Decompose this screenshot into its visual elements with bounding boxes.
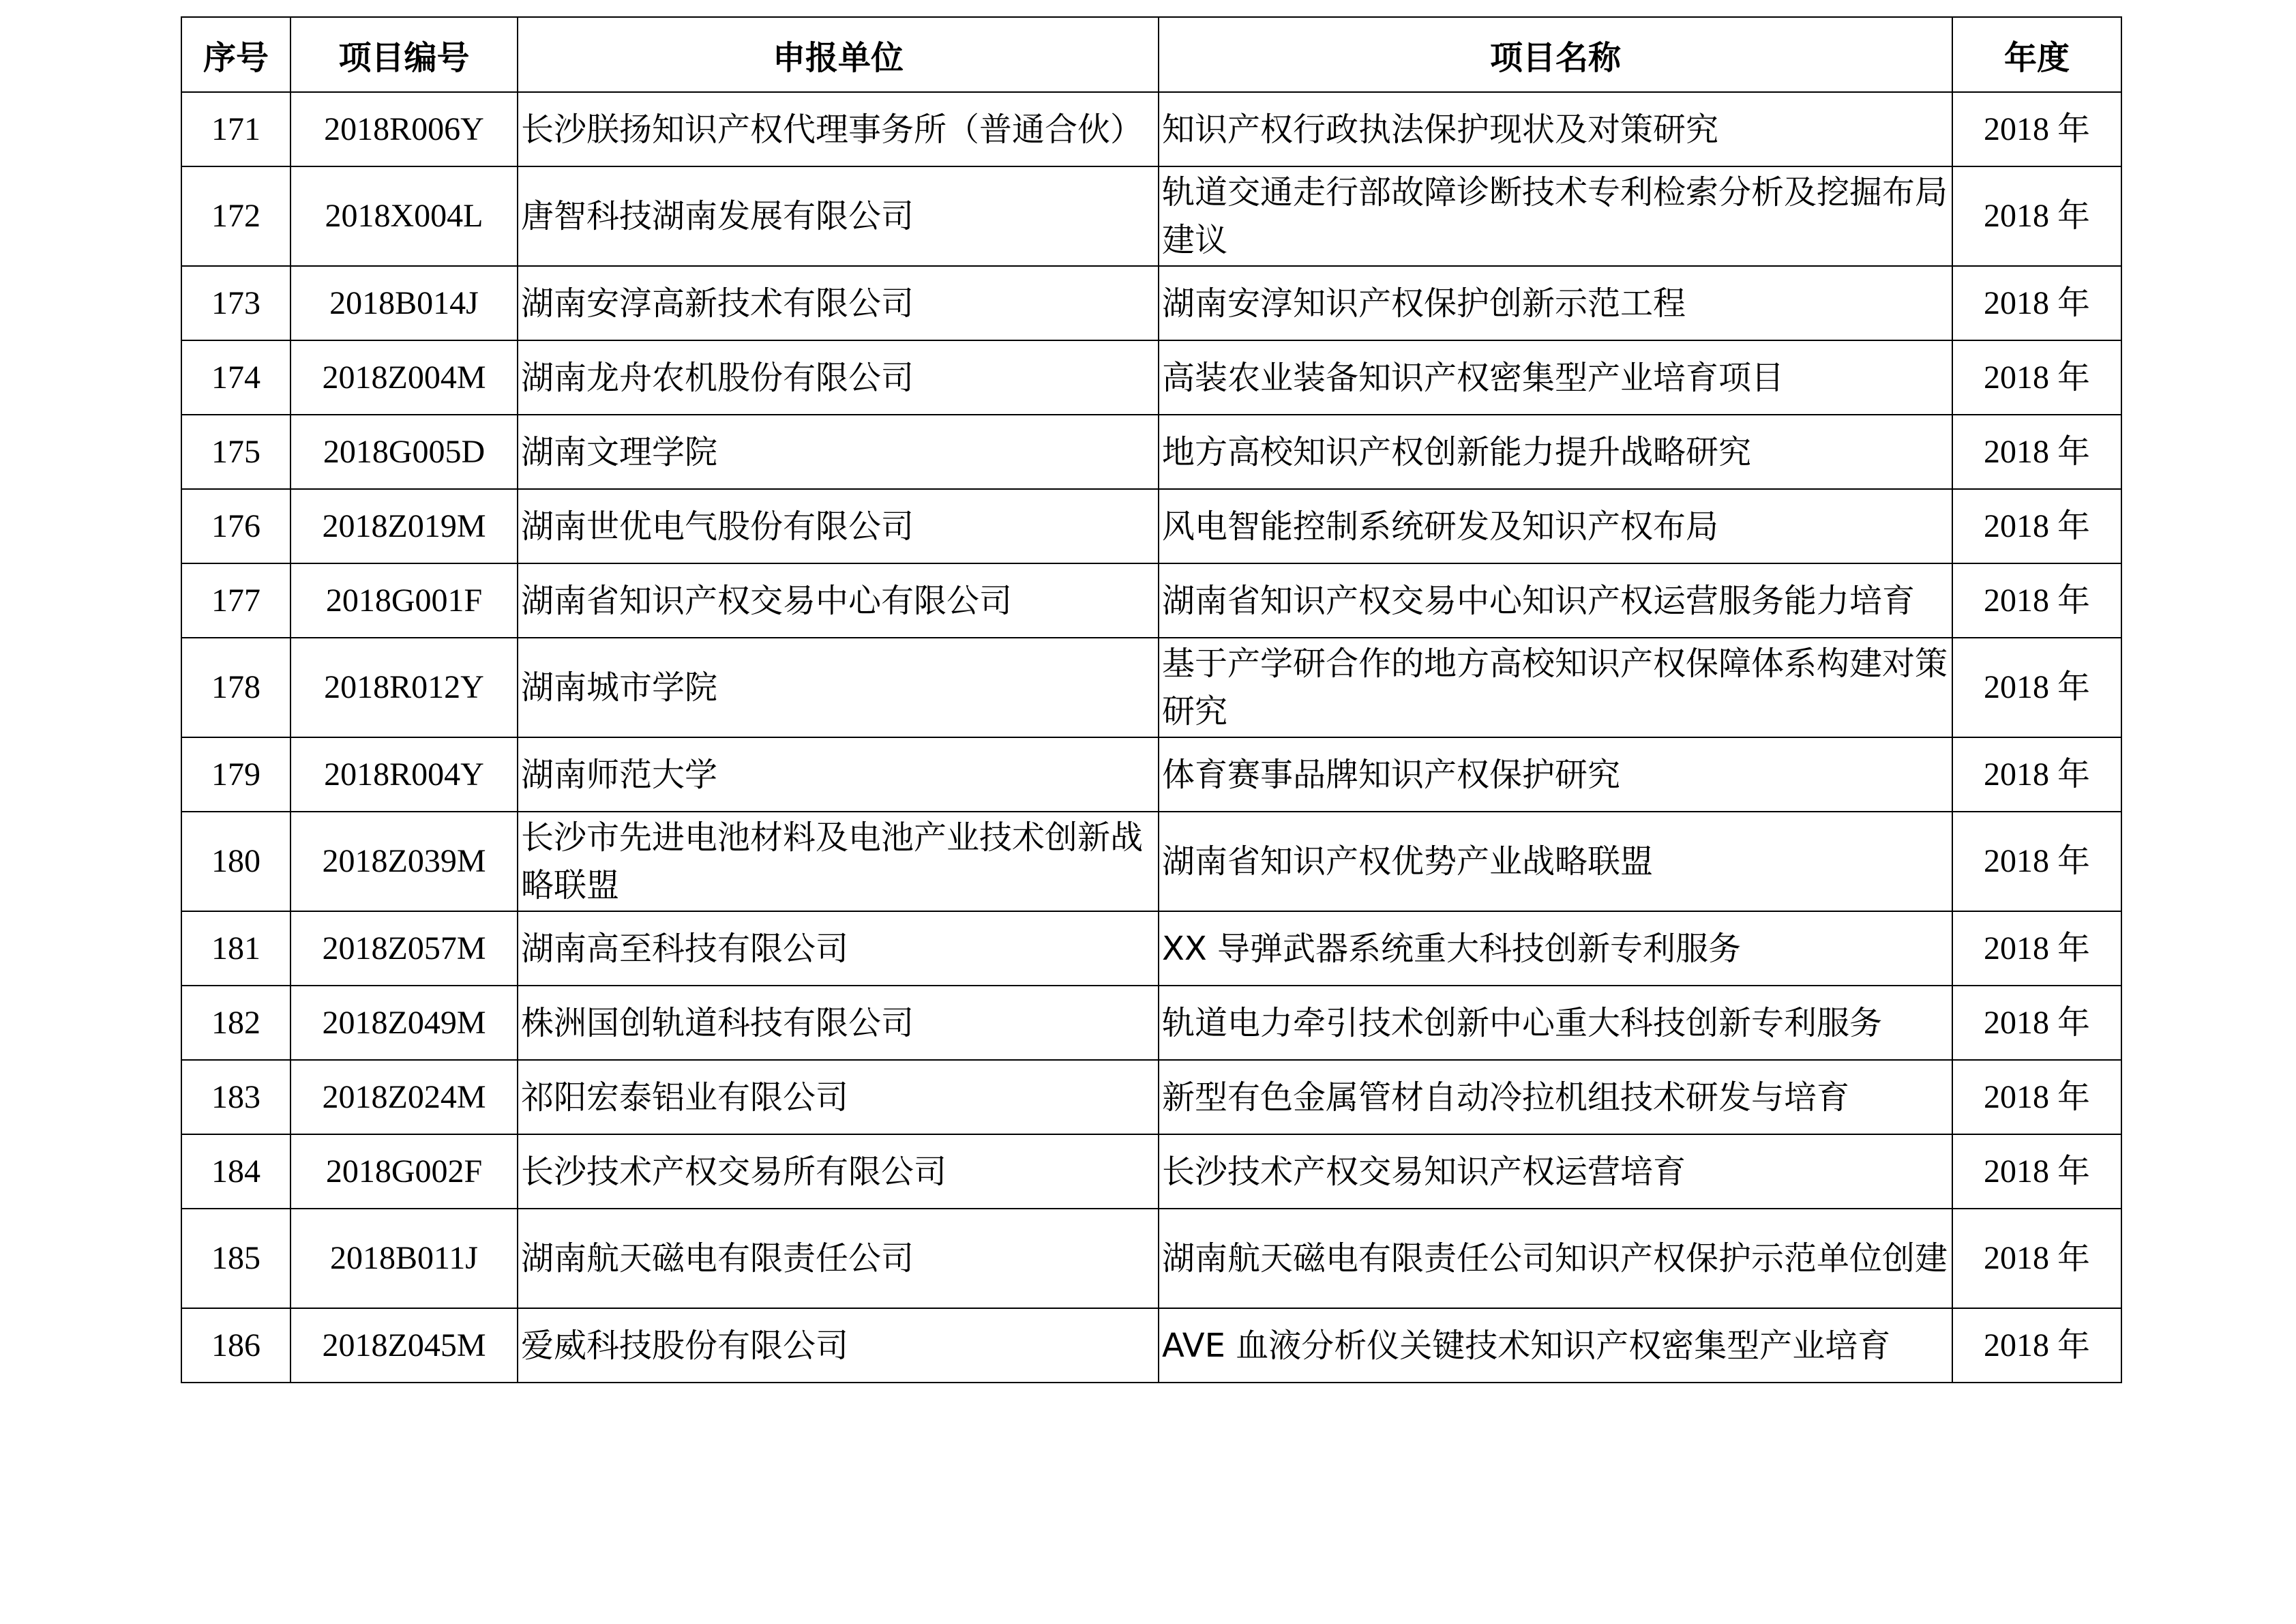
cell-project-name: 湖南省知识产权优势产业战略联盟 <box>1159 812 1952 911</box>
cell-applicant-unit: 湖南安淳高新技术有限公司 <box>518 266 1159 340</box>
cell-project-name: 长沙技术产权交易知识产权运营培育 <box>1159 1134 1952 1209</box>
cell-project-code: 2018Z039M <box>290 812 518 911</box>
cell-seq: 173 <box>181 266 290 340</box>
table-row <box>181 266 2121 340</box>
cell-year: 2018 年 <box>1952 986 2121 1060</box>
project-list-sheet <box>181 16 2121 1383</box>
cell-year: 2018 年 <box>1952 638 2121 737</box>
table-row <box>181 92 2121 166</box>
cell-project-name: 知识产权行政执法保护现状及对策研究 <box>1159 92 1952 166</box>
cell-applicant-unit: 湖南师范大学 <box>518 737 1159 812</box>
cell-project-code: 2018Z045M <box>290 1308 518 1383</box>
cell-seq: 182 <box>181 986 290 1060</box>
header-applicant-unit: 申报单位 <box>518 17 1159 92</box>
cell-seq: 172 <box>181 166 290 266</box>
cell-project-code: 2018R006Y <box>290 92 518 166</box>
cell-project-code: 2018G005D <box>290 415 518 489</box>
cell-year: 2018 年 <box>1952 737 2121 812</box>
cell-project-code: 2018R012Y <box>290 638 518 737</box>
cell-applicant-unit: 湖南龙舟农机股份有限公司 <box>518 340 1159 415</box>
cell-project-code: 2018Z019M <box>290 489 518 563</box>
cell-applicant-unit: 祁阳宏泰铝业有限公司 <box>518 1060 1159 1134</box>
cell-project-name: 湖南航天磁电有限责任公司知识产权保护示范单位创建 <box>1159 1209 1952 1308</box>
cell-year: 2018 年 <box>1952 911 2121 986</box>
header-year: 年度 <box>1952 17 2121 92</box>
cell-applicant-unit: 湖南省知识产权交易中心有限公司 <box>518 563 1159 638</box>
cell-year: 2018 年 <box>1952 1209 2121 1308</box>
project-table <box>181 16 2122 1383</box>
table-row <box>181 1209 2121 1308</box>
cell-seq: 178 <box>181 638 290 737</box>
cell-year: 2018 年 <box>1952 1060 2121 1134</box>
table-row <box>181 911 2121 986</box>
table-row <box>181 812 2121 911</box>
cell-project-name: 体育赛事品牌知识产权保护研究 <box>1159 737 1952 812</box>
cell-project-name: 湖南省知识产权交易中心知识产权运营服务能力培育 <box>1159 563 1952 638</box>
cell-applicant-unit: 唐智科技湖南发展有限公司 <box>518 166 1159 266</box>
cell-project-code: 2018Z049M <box>290 986 518 1060</box>
cell-applicant-unit: 爱威科技股份有限公司 <box>518 1308 1159 1383</box>
cell-project-name: 高装农业装备知识产权密集型产业培育项目 <box>1159 340 1952 415</box>
table-row <box>181 1134 2121 1209</box>
cell-applicant-unit: 湖南世优电气股份有限公司 <box>518 489 1159 563</box>
cell-project-code: 2018G001F <box>290 563 518 638</box>
table-header-row <box>181 17 2121 92</box>
cell-seq: 174 <box>181 340 290 415</box>
cell-project-name: 地方高校知识产权创新能力提升战略研究 <box>1159 415 1952 489</box>
cell-project-code: 2018Z024M <box>290 1060 518 1134</box>
cell-applicant-unit: 长沙朕扬知识产权代理事务所（普通合伙） <box>518 92 1159 166</box>
cell-project-code: 2018B011J <box>290 1209 518 1308</box>
table-row <box>181 415 2121 489</box>
cell-project-code: 2018Z057M <box>290 911 518 986</box>
cell-seq: 179 <box>181 737 290 812</box>
cell-seq: 185 <box>181 1209 290 1308</box>
cell-year: 2018 年 <box>1952 415 2121 489</box>
table-row <box>181 986 2121 1060</box>
cell-year: 2018 年 <box>1952 1308 2121 1383</box>
table-row <box>181 563 2121 638</box>
cell-year: 2018 年 <box>1952 166 2121 266</box>
header-project-code: 项目编号 <box>290 17 518 92</box>
table-row <box>181 638 2121 737</box>
cell-applicant-unit: 湖南高至科技有限公司 <box>518 911 1159 986</box>
cell-project-code: 2018X004L <box>290 166 518 266</box>
cell-year: 2018 年 <box>1952 489 2121 563</box>
cell-applicant-unit: 株洲国创轨道科技有限公司 <box>518 986 1159 1060</box>
cell-seq: 176 <box>181 489 290 563</box>
cell-project-name: 轨道电力牵引技术创新中心重大科技创新专利服务 <box>1159 986 1952 1060</box>
cell-applicant-unit: 湖南城市学院 <box>518 638 1159 737</box>
cell-year: 2018 年 <box>1952 812 2121 911</box>
cell-seq: 181 <box>181 911 290 986</box>
cell-applicant-unit: 湖南航天磁电有限责任公司 <box>518 1209 1159 1308</box>
table-row <box>181 1308 2121 1383</box>
cell-applicant-unit: 长沙技术产权交易所有限公司 <box>518 1134 1159 1209</box>
cell-applicant-unit: 长沙市先进电池材料及电池产业技术创新战略联盟 <box>518 812 1159 911</box>
cell-seq: 171 <box>181 92 290 166</box>
header-project-name: 项目名称 <box>1159 17 1952 92</box>
cell-seq: 177 <box>181 563 290 638</box>
cell-year: 2018 年 <box>1952 92 2121 166</box>
cell-year: 2018 年 <box>1952 266 2121 340</box>
cell-project-name: 湖南安淳知识产权保护创新示范工程 <box>1159 266 1952 340</box>
table-row <box>181 166 2121 266</box>
cell-project-code: 2018R004Y <box>290 737 518 812</box>
cell-seq: 175 <box>181 415 290 489</box>
cell-project-code: 2018Z004M <box>290 340 518 415</box>
cell-project-name: 风电智能控制系统研发及知识产权布局 <box>1159 489 1952 563</box>
table-row <box>181 489 2121 563</box>
cell-project-name: 新型有色金属管材自动冷拉机组技术研发与培育 <box>1159 1060 1952 1134</box>
cell-year: 2018 年 <box>1952 1134 2121 1209</box>
cell-year: 2018 年 <box>1952 340 2121 415</box>
cell-project-name: 基于产学研合作的地方高校知识产权保障体系构建对策研究 <box>1159 638 1952 737</box>
cell-project-name: 轨道交通走行部故障诊断技术专利检索分析及挖掘布局建议 <box>1159 166 1952 266</box>
table-row <box>181 340 2121 415</box>
cell-seq: 183 <box>181 1060 290 1134</box>
cell-seq: 186 <box>181 1308 290 1383</box>
cell-seq: 184 <box>181 1134 290 1209</box>
cell-project-code: 2018B014J <box>290 266 518 340</box>
cell-project-name: AVE 血液分析仪关键技术知识产权密集型产业培育 <box>1159 1308 1952 1383</box>
cell-applicant-unit: 湖南文理学院 <box>518 415 1159 489</box>
cell-project-name: XX 导弹武器系统重大科技创新专利服务 <box>1159 911 1952 986</box>
table-row <box>181 1060 2121 1134</box>
cell-seq: 180 <box>181 812 290 911</box>
cell-year: 2018 年 <box>1952 563 2121 638</box>
table-row <box>181 737 2121 812</box>
cell-project-code: 2018G002F <box>290 1134 518 1209</box>
header-seq: 序号 <box>181 17 290 92</box>
